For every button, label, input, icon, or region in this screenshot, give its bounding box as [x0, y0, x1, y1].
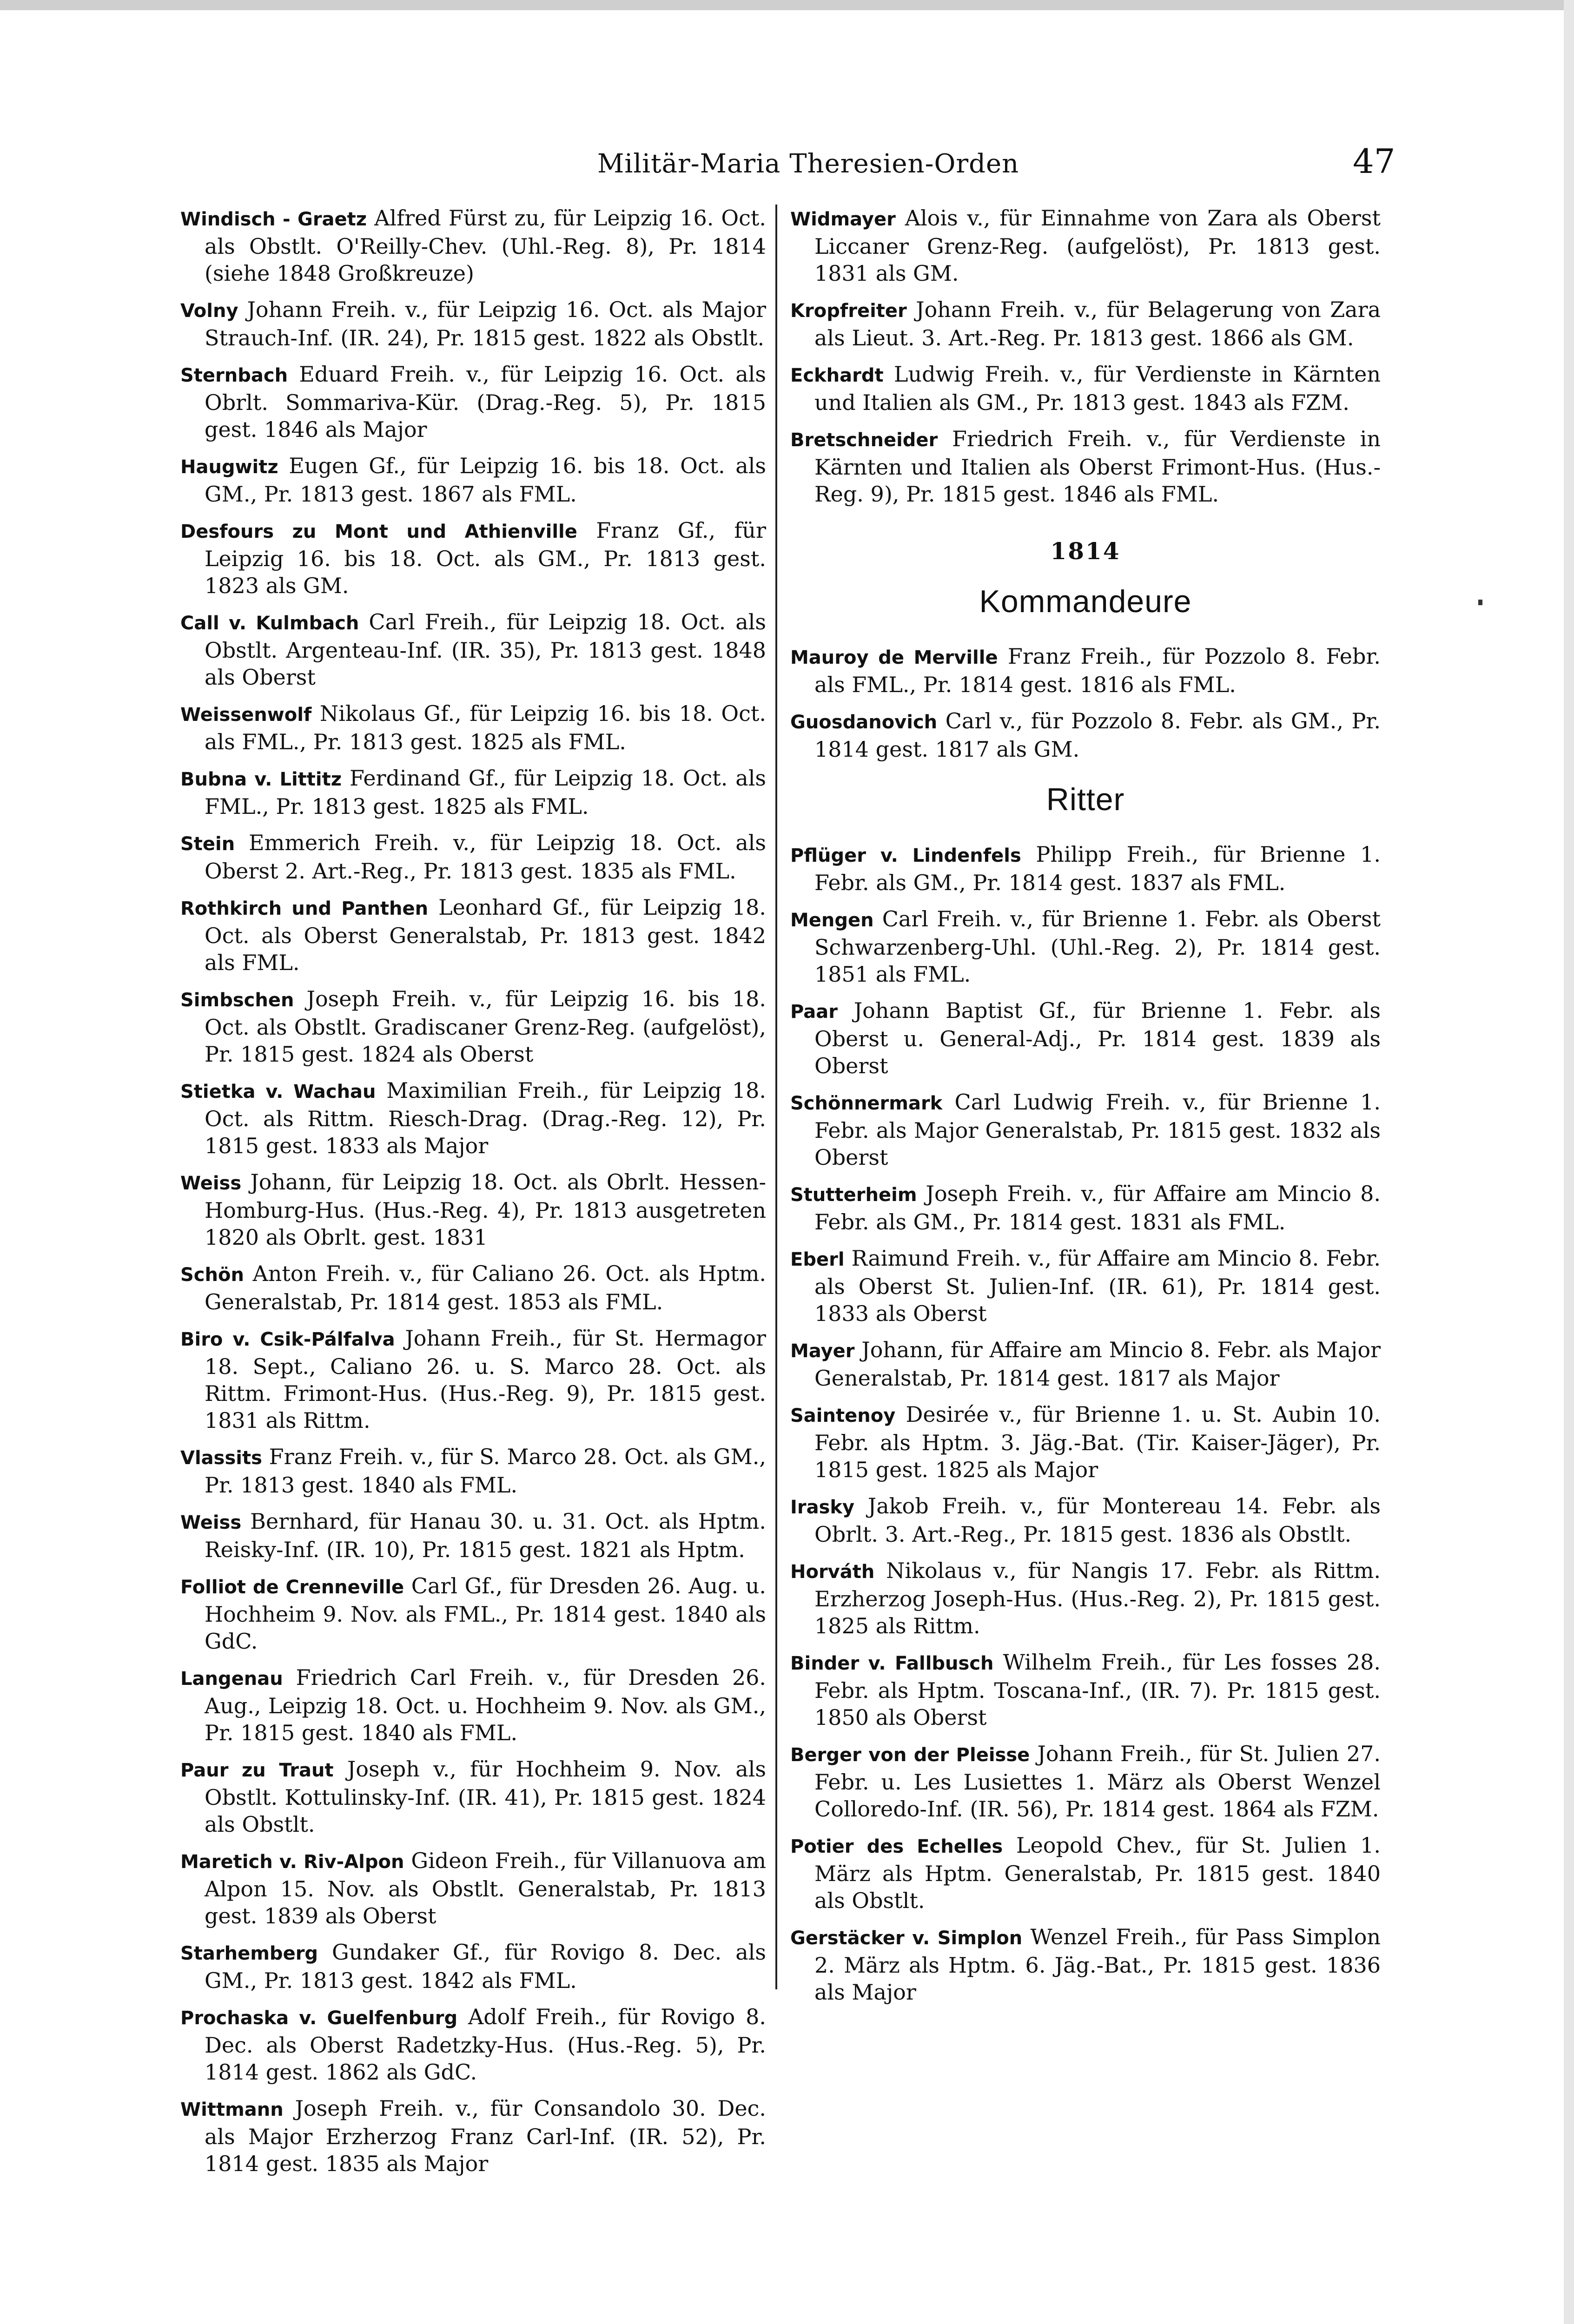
entry-text: Nikolaus v., für Nangis 17. Febr. als Rittm. Erzherzog Joseph-Hus. (Hus.-Reg. 2), Pr. 1815 gest. 1825 als Rittm.: [814, 1558, 1381, 1638]
entry-name: Paur zu Traut: [180, 1760, 334, 1781]
entry-text: Johann Freih., für St. Hermagor 18. Sept., Caliano 26. u. S. Marco 28. Oct. als Rittm. Frimont-Hus. (Hus.-Reg. 9), Pr. 1815 gest. 1831 als Rittm.: [205, 1326, 766, 1433]
entry-name: Stein: [180, 833, 235, 855]
register-entry: [790, 425, 1381, 508]
entry-name: Sternbach: [180, 365, 288, 386]
register-entry: [180, 829, 766, 885]
entry-text: Bernhard, für Hanau 30. u. 31. Oct. als Hptm. Reisky-Inf. (IR. 10), Pr. 1815 gest. 1821 als Hptm.: [205, 1509, 766, 1562]
entry-name: Mengen: [790, 910, 874, 931]
continued-entries: [790, 205, 1381, 508]
register-entry: [180, 985, 766, 1068]
entry-text: Franz Freih. v., für S. Marco 28. Oct. als GM., Pr. 1813 gest. 1840 als FML.: [205, 1444, 766, 1498]
entry-name: Mayer: [790, 1340, 855, 1362]
column-divider: [775, 205, 777, 1989]
register-entry: [180, 1508, 766, 1563]
entry-text: Wilhelm Freih., für Les fosses 28. Febr. als Hptm. Toscana-Inf., (IR. 7). Pr. 1815 gest. 1850 als Oberst: [814, 1650, 1381, 1730]
entry-text: Alfred Fürst zu, für Leipzig 16. Oct. als Obstlt. O'Reilly-Chev. (Uhl.-Reg. 8), Pr. 1814 (siehe 1848 Großkreuze): [205, 205, 767, 286]
entry-text: Carl Ludwig Freih. v., für Brienne 1. Febr. als Major Generalstab, Pr. 1815 gest. 1832 als Oberst: [814, 1089, 1381, 1170]
entry-text: Philipp Freih., für Brienne 1. Febr. als GM., Pr. 1814 gest. 1837 als FML.: [814, 842, 1381, 895]
entry-name: Weiss: [180, 1173, 242, 1194]
entry-name: Eckhardt: [790, 365, 884, 386]
register-entry: [180, 1169, 766, 1251]
left-column: [180, 205, 766, 2186]
register-entry: [790, 707, 1381, 763]
entry-name: Eberl: [790, 1249, 845, 1270]
entry-name: Windisch - Graetz: [180, 209, 367, 230]
entry-text: Johann Freih. v., für Leipzig 16. Oct. als Major Strauch-Inf. (IR. 24), Pr. 1815 gest. 1822 als Obstlt.: [205, 297, 766, 350]
entry-text: Carl Freih., für Leipzig 18. Oct. als Obstlt. Argenteau-Inf. (IR. 35), Pr. 1813 gest. 1848 als Oberst: [205, 609, 766, 690]
entry-name: Simbschen: [180, 990, 294, 1011]
entry-name: Schön: [180, 1264, 244, 1286]
entry-text: Friedrich Freih. v., für Verdienste in Kärnten und Italien als Oberst Frimont-Hus. (Hus.-Reg. 9), Pr. 1815 gest. 1846 als FML.: [814, 426, 1381, 507]
register-entry: [180, 608, 766, 691]
entry-name: Potier des Echelles: [790, 1836, 1003, 1857]
scan-right-edge: [1564, 0, 1574, 2324]
ritter-heading: Ritter: [1046, 782, 1125, 817]
register-entry: [790, 1089, 1381, 1171]
entry-text: Friedrich Carl Freih. v., für Dresden 26. Aug., Leipzig 18. Oct. u. Hochheim 9. Nov. als GM., Pr. 1815 gest. 1840 als FML.: [205, 1665, 766, 1745]
register-entry: [790, 1336, 1381, 1392]
entry-name: Folliot de Crenneville: [180, 1577, 404, 1598]
entry-name: Stietka v. Wachau: [180, 1081, 376, 1103]
entry-text: Franz Freih., für Pozzolo 8. Febr. als FML., Pr. 1814 gest. 1816 als FML.: [814, 644, 1381, 697]
entry-name: Langenau: [180, 1668, 283, 1690]
running-title: Militär-Maria Theresien-Orden: [597, 149, 1019, 179]
register-entry: [180, 296, 766, 351]
register-entry: [180, 1260, 766, 1315]
entry-name: Horváth: [790, 1561, 875, 1583]
register-entry: [790, 1245, 1381, 1327]
entry-name: Weiss: [180, 1512, 242, 1533]
entry-name: Haugwitz: [180, 456, 278, 478]
register-entry: [790, 361, 1381, 416]
scan-top-edge: [0, 0, 1574, 10]
register-entry: [180, 894, 766, 976]
register-entry: [180, 2003, 766, 2086]
entry-text: Carl Gf., für Dresden 26. Aug. u. Hochheim 9. Nov. als FML., Pr. 1814 gest. 1840 als GdC.: [205, 1573, 766, 1654]
register-entry: [180, 1847, 766, 1929]
register-entry: [790, 205, 1381, 287]
entry-text: Joseph Freih. v., für Leipzig 16. bis 18. Oct. als Obstlt. Gradiscaner Grenz-Reg. (aufgelöst), Pr. 1815 gest. 1824 als Oberst: [205, 986, 766, 1067]
entry-name: Guosdanovich: [790, 712, 938, 733]
margin-mark: [1478, 600, 1482, 605]
entry-text: Maximilian Freih., für Leipzig 18. Oct. als Rittm. Riesch-Drag. (Drag.-Reg. 12), Pr. 1815 gest. 1833 als Major: [205, 1078, 767, 1158]
entry-text: Nikolaus Gf., für Leipzig 16. bis 18. Oct. als FML., Pr. 1813 gest. 1825 als FML.: [205, 701, 767, 754]
entry-text: Johann, für Leipzig 18. Oct. als Obrlt. Hessen-Homburg-Hus. (Hus.-Reg. 4), Pr. 1813 ausgetreten 1820 als Obrlt. gest. 1831: [205, 1169, 767, 1250]
register-entry: [790, 1557, 1381, 1639]
register-entry: [180, 1443, 766, 1499]
entry-text: Leopold Chev., für St. Julien 1. März als Hptm. Generalstab, Pr. 1815 gest. 1840 als Obstlt.: [814, 1833, 1381, 1913]
entry-name: Vlassits: [180, 1447, 262, 1469]
entry-text: Johann, für Affaire am Mincio 8. Febr. als Major Generalstab, Pr. 1814 gest. 1817 als Major: [814, 1337, 1381, 1391]
entry-text: Johann Baptist Gf., für Brienne 1. Febr. als Oberst u. General-Adj., Pr. 1814 gest. 1839 als Oberst: [814, 998, 1381, 1078]
entry-text: Wenzel Freih., für Pass Simplon 2. März als Hptm. 6. Jäg.-Bat., Pr. 1815 gest. 1836 als Major: [814, 1924, 1381, 2005]
register-entry: [790, 1649, 1381, 1731]
entry-name: Mauroy de Merville: [790, 647, 998, 668]
entry-text: Leonhard Gf., für Leipzig 18. Oct. als Oberst Generalstab, Pr. 1813 gest. 1842 als FML.: [205, 895, 767, 975]
entry-name: Schönnermark: [790, 1093, 943, 1114]
entry-text: Johann Freih., für St. Julien 27. Febr. u. Les Lusiettes 1. März als Oberst Wenzel Colloredo-Inf. (IR. 56), Pr. 1814 gest. 1864 als FZM.: [814, 1741, 1381, 1822]
register-entry: [790, 1923, 1381, 2006]
entry-name: Biro v. Csik-Pálfalva: [180, 1329, 395, 1350]
entry-text: Johann Freih. v., für Belagerung von Zara als Lieut. 3. Art.-Reg. Pr. 1813 gest. 1866 als GM.: [814, 297, 1381, 350]
entry-text: Eugen Gf., für Leipzig 16. bis 18. Oct. als GM., Pr. 1813 gest. 1867 als FML.: [205, 453, 767, 507]
entry-text: Ferdinand Gf., für Leipzig 18. Oct. als FML., Pr. 1813 gest. 1825 als FML.: [205, 766, 767, 819]
entry-text: Joseph Freih. v., für Affaire am Mincio 8. Febr. als GM., Pr. 1814 gest. 1831 als FML.: [814, 1181, 1381, 1235]
entry-name: Rothkirch und Panthen: [180, 898, 429, 919]
ritter-entries: [790, 841, 1381, 2006]
entry-text: Adolf Freih., für Rovigo 8. Dec. als Oberst Radetzky-Hus. (Hus.-Reg. 5), Pr. 1814 gest. 1862 als GdC.: [205, 2004, 767, 2085]
entry-text: Gideon Freih., für Villanuova am Alpon 15. Nov. als Obstlt. Generalstab, Pr. 1813 gest. 1839 als Oberst: [205, 1848, 766, 1928]
register-entry: [790, 1180, 1381, 1235]
entry-name: Bretschneider: [790, 429, 938, 451]
register-entry: [790, 1492, 1381, 1548]
register-entry: [790, 296, 1381, 351]
entry-text: Raimund Freih. v., für Affaire am Mincio 8. Febr. als Oberst St. Julien-Inf. (IR. 61), Pr. 1814 gest. 1833 als Oberst: [814, 1246, 1381, 1326]
register-entry: [790, 905, 1381, 988]
entry-name: Berger von der Pleisse: [790, 1744, 1030, 1766]
year-heading: 1814: [1050, 537, 1121, 565]
entry-name: Gerstäcker v. Simplon: [790, 1928, 1023, 1949]
entry-name: Pflüger v. Lindenfels: [790, 845, 1021, 866]
register-entry: [180, 361, 766, 443]
register-entry: [180, 700, 766, 755]
entry-text: Desirée v., für Brienne 1. u. St. Aubin 10. Febr. als Hptm. 3. Jäg.-Bat. (Tir. Kaiser-Jäger), Pr. 1815 gest. 1825 als Major: [814, 1402, 1381, 1482]
register-entry: [790, 643, 1381, 698]
kommandeure-heading: Kommandeure: [979, 584, 1192, 619]
entry-text: Carl Freih. v., für Brienne 1. Febr. als Oberst Schwarzenberg-Uhl. (Uhl.-Reg. 2), Pr. 1814 gest. 1851 als FML.: [814, 906, 1381, 987]
register-entry: [180, 1572, 766, 1655]
entry-text: Gundaker Gf., für Rovigo 8. Dec. als GM., Pr. 1813 gest. 1842 als FML.: [205, 1940, 766, 1993]
entry-name: Kropfreiter: [790, 300, 907, 322]
right-column: [790, 205, 1381, 2015]
entry-name: Weissenwolf: [180, 704, 312, 726]
entry-name: Volny: [180, 300, 238, 322]
register-entry: [180, 452, 766, 508]
entry-name: Widmayer: [790, 209, 896, 230]
entry-text: Alois v., für Einnahme von Zara als Oberst Liccaner Grenz-Reg. (aufgelöst), Pr. 1813 gest. 1831 als GM.: [814, 205, 1381, 286]
entry-text: Anton Freih. v., für Caliano 26. Oct. als Hptm. Generalstab, Pr. 1814 gest. 1853 als FML.: [205, 1261, 766, 1314]
entry-text: Jakob Freih. v., für Montereau 14. Febr. als Obrlt. 3. Art.-Reg., Pr. 1815 gest. 1836 als Obstlt.: [814, 1493, 1381, 1547]
register-entry: [790, 1832, 1381, 1914]
entry-text: Emmerich Freih. v., für Leipzig 18. Oct. als Oberst 2. Art.-Reg., Pr. 1813 gest. 1835 als FML.: [205, 830, 766, 884]
entry-name: Paar: [790, 1001, 838, 1023]
register-entry: [180, 1325, 766, 1434]
entry-name: Stutterheim: [790, 1184, 917, 1206]
register-entry: [180, 1756, 766, 1838]
register-entry: [790, 1740, 1381, 1822]
register-entry: [180, 2095, 766, 2177]
entry-name: Saintenoy: [790, 1405, 896, 1426]
entry-text: Joseph v., für Hochheim 9. Nov. als Obstlt. Kottulinsky-Inf. (IR. 41), Pr. 1815 gest. 1824 als Obstlt.: [205, 1756, 766, 1837]
entry-text: Joseph Freih. v., für Consandolo 30. Dec. als Major Erzherzog Franz Carl-Inf. (IR. 52), Pr. 1814 gest. 1835 als Major: [205, 2096, 767, 2176]
entry-name: Call v. Kulmbach: [180, 613, 359, 634]
entry-text: Franz Gf., für Leipzig 16. bis 18. Oct. als GM., Pr. 1813 gest. 1823 als GM.: [205, 518, 767, 598]
entry-text: Carl v., für Pozzolo 8. Febr. als GM., Pr. 1814 gest. 1817 als GM.: [814, 708, 1381, 762]
page-number: 47: [1353, 142, 1395, 181]
register-entry: [180, 1077, 766, 1159]
entry-name: Maretich v. Riv-Alpon: [180, 1851, 404, 1873]
register-entry: [180, 1939, 766, 1994]
entry-name: Wittmann: [180, 2099, 284, 2120]
entry-name: Prochaska v. Guelfenburg: [180, 2007, 458, 2029]
entry-name: Starhemberg: [180, 1943, 318, 1964]
entry-text: Ludwig Freih. v., für Verdienste in Kärnten und Italien als GM., Pr. 1813 gest. 1843 als FZM.: [814, 362, 1381, 415]
register-entry: [790, 841, 1381, 896]
register-entry: [180, 517, 766, 599]
register-entry: [790, 997, 1381, 1079]
register-entry: [790, 1401, 1381, 1483]
register-entry: [180, 765, 766, 820]
entry-text: Eduard Freih. v., für Leipzig 16. Oct. als Obrlt. Sommariva-Kür. (Drag.-Reg. 5), Pr. 1815 gest. 1846 als Major: [205, 362, 766, 442]
entry-name: Binder v. Fallbusch: [790, 1653, 994, 1674]
register-entry: [180, 205, 766, 287]
entry-name: Desfours zu Mont und Athienville: [180, 521, 577, 542]
register-entry: [180, 1664, 766, 1746]
entry-name: Bubna v. Littitz: [180, 769, 342, 790]
kommandeure-entries: [790, 643, 1381, 763]
entry-name: Irasky: [790, 1497, 855, 1518]
